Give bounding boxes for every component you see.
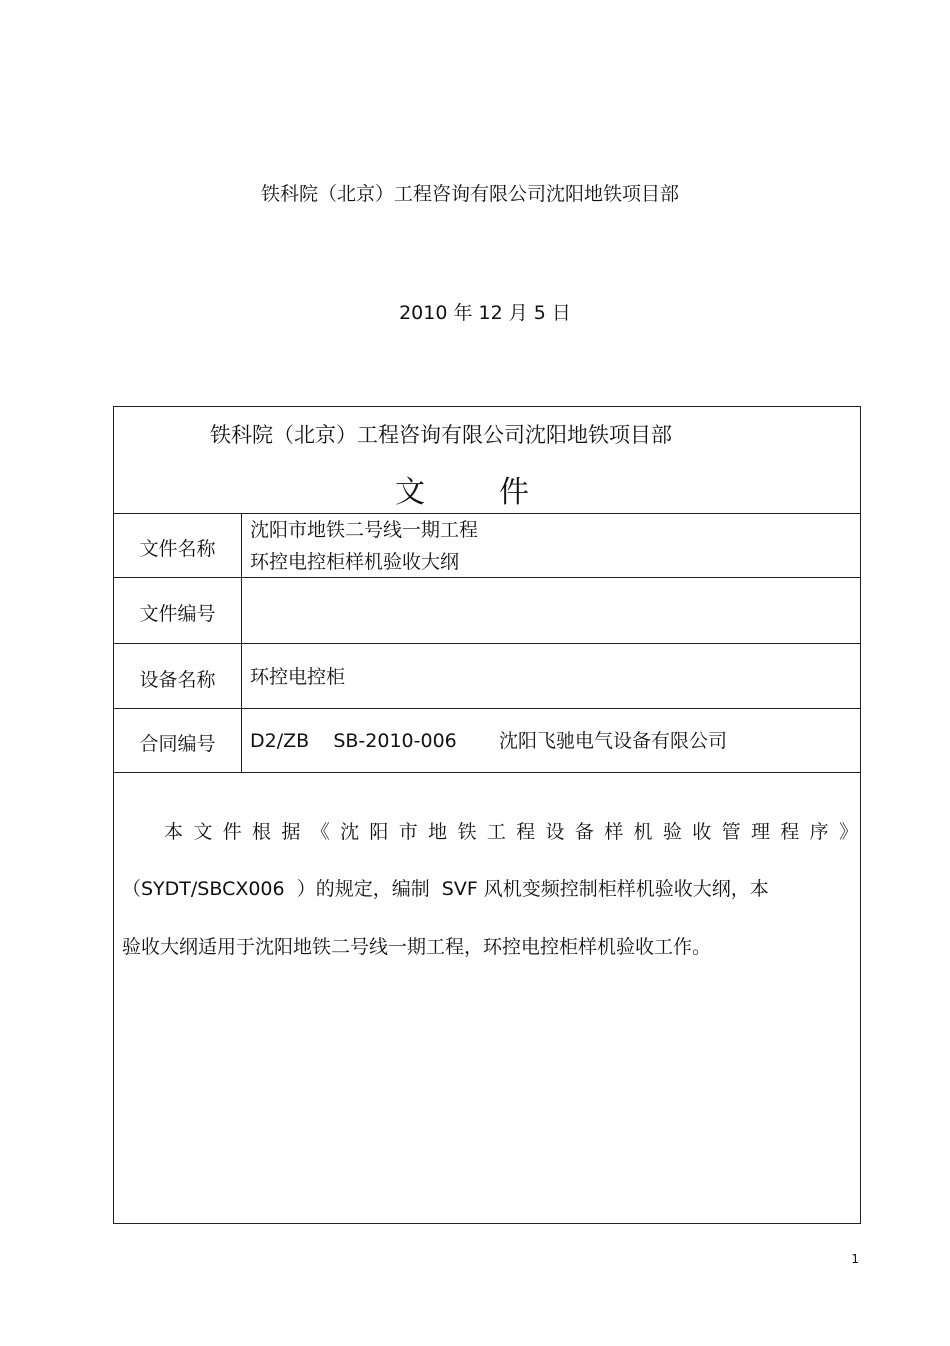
table-divider	[114, 577, 860, 578]
file-number-label: 文件编号	[139, 603, 216, 625]
body-line-2: （SYDT/SBCX006 ）的规定，编制 SVF 风机变频控制柜样机验收大纲，本	[122, 878, 769, 900]
document-date: 2010 年 12 月 5 日	[399, 302, 571, 324]
table-divider	[114, 513, 860, 514]
body-line-1: 本文件根据《沈阳市地铁工程设备样机验收管理程序》	[164, 821, 858, 843]
form-org-name: 铁科院（北京）工程咨询有限公司沈阳地铁项目部	[210, 423, 672, 447]
column-divider	[241, 513, 242, 772]
page-number: 1	[851, 1252, 859, 1266]
company-name: 铁科院（北京）工程咨询有限公司沈阳地铁项目部	[260, 183, 679, 205]
document-form-table	[113, 406, 861, 1224]
device-name-value: 环控电控柜	[250, 666, 346, 688]
body-line-3: 验收大纲适用于沈阳地铁二号线一期工程，环控电控柜样机验收工作。	[122, 936, 712, 958]
device-name-label: 设备名称	[139, 669, 216, 691]
table-divider	[114, 708, 860, 709]
contract-number-value: D2/ZB SB-2010-006 沈阳飞驰电气设备有限公司	[250, 730, 728, 752]
table-divider	[114, 772, 860, 773]
table-divider	[114, 643, 860, 644]
file-name-label: 文件名称	[139, 538, 216, 560]
file-name-value-line2: 环控电控柜样机验收大纲	[250, 551, 460, 573]
form-title: 文件	[395, 475, 603, 510]
contract-number-label: 合同编号	[139, 733, 216, 755]
file-name-value-line1: 沈阳市地铁二号线一期工程	[250, 519, 479, 541]
